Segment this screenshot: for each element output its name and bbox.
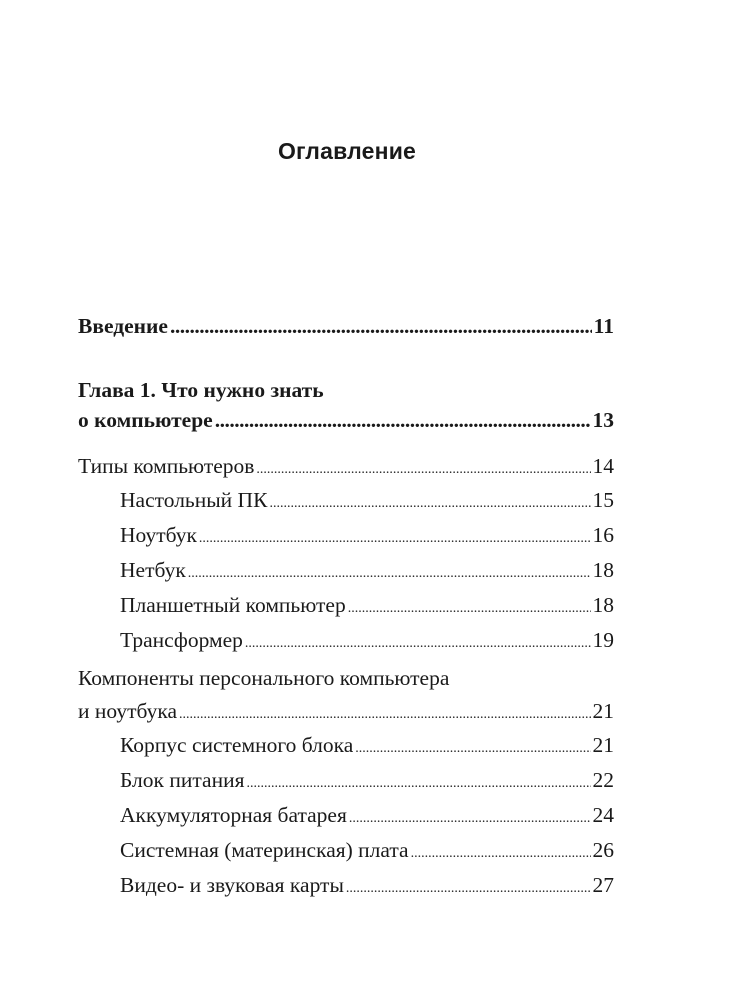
toc-entry-chapter1[interactable] xyxy=(78,406,614,434)
toc-entry-page: 18 xyxy=(592,558,614,582)
toc-entry-title: Аккумуляторная батарея xyxy=(120,803,347,827)
toc-leader-dots xyxy=(245,630,591,658)
toc-entry-motherboard[interactable] xyxy=(78,836,614,864)
toc-leader-dots xyxy=(246,770,590,798)
toc-entry-netbook[interactable] xyxy=(78,556,614,584)
toc-leader-dots xyxy=(349,805,591,833)
toc-entry-title: Настольный ПК xyxy=(120,488,268,512)
toc-entry-title: и ноутбука xyxy=(78,699,177,723)
toc-leader-dots xyxy=(256,456,590,484)
toc-entry-laptop[interactable] xyxy=(78,521,614,549)
toc-section-title-line1[interactable]: Компоненты персонального компьютера xyxy=(78,666,450,690)
toc-entry-page: 26 xyxy=(592,838,614,862)
toc-entry-power-supply[interactable] xyxy=(78,766,614,794)
toc-entry-page: 24 xyxy=(592,803,614,827)
toc-entry-page: 27 xyxy=(592,873,614,897)
toc-entry-title: Системная (материнская) плата xyxy=(120,838,409,862)
toc-entry-title: о компьютере xyxy=(78,408,213,432)
toc-entry-title: Введение xyxy=(78,314,168,338)
toc-entry-page: 15 xyxy=(592,488,614,512)
toc-entry-page: 19 xyxy=(592,628,614,652)
toc-entry-battery[interactable] xyxy=(78,801,614,829)
toc-entry-title: Типы компьютеров xyxy=(78,454,255,478)
toc-entry-title: Блок питания xyxy=(120,768,245,792)
toc-entry-page: 16 xyxy=(592,523,614,547)
toc-leader-dots xyxy=(355,735,590,763)
toc-entry-types[interactable] xyxy=(78,452,614,480)
toc-entry-title: Нетбук xyxy=(120,558,186,582)
toc-entry-page: 21 xyxy=(592,699,614,723)
toc-entry-case[interactable] xyxy=(78,731,614,759)
toc-chapter-title-line1[interactable]: Глава 1. Что нужно знать xyxy=(78,378,324,402)
toc-leader-dots xyxy=(215,406,591,434)
toc-entry-page: 21 xyxy=(592,733,614,757)
toc-leader-dots xyxy=(346,875,591,903)
toc-leader-dots xyxy=(348,595,591,623)
page-title: Оглавление xyxy=(277,138,417,164)
toc-entry-page: 22 xyxy=(592,768,614,792)
toc-entry-intro[interactable] xyxy=(78,312,614,340)
toc-leader-dots xyxy=(179,701,591,729)
toc-entry-page: 18 xyxy=(592,593,614,617)
toc-entry-tablet[interactable] xyxy=(78,591,614,619)
toc-entry-title: Ноутбук xyxy=(120,523,197,547)
toc-leader-dots xyxy=(170,312,592,340)
toc-entry-page: 13 xyxy=(592,408,614,432)
toc-entry-title: Планшетный компьютер xyxy=(120,593,346,617)
toc-leader-dots xyxy=(411,840,591,868)
toc-entry-desktop[interactable] xyxy=(78,486,614,514)
toc-entry-page: 14 xyxy=(592,454,614,478)
toc-entry-convertible[interactable] xyxy=(78,626,614,654)
toc-leader-dots xyxy=(199,525,591,553)
toc-entry-components[interactable] xyxy=(78,697,614,725)
toc-entry-title: Трансформер xyxy=(120,628,243,652)
toc-entry-title: Видео- и звуковая карты xyxy=(120,873,344,897)
toc-leader-dots xyxy=(188,560,591,588)
toc-entry-title: Корпус системного блока xyxy=(120,733,354,757)
toc-leader-dots xyxy=(269,490,590,518)
toc-entry-page: 11 xyxy=(593,314,614,338)
toc-entry-video-sound-cards[interactable] xyxy=(78,871,614,899)
